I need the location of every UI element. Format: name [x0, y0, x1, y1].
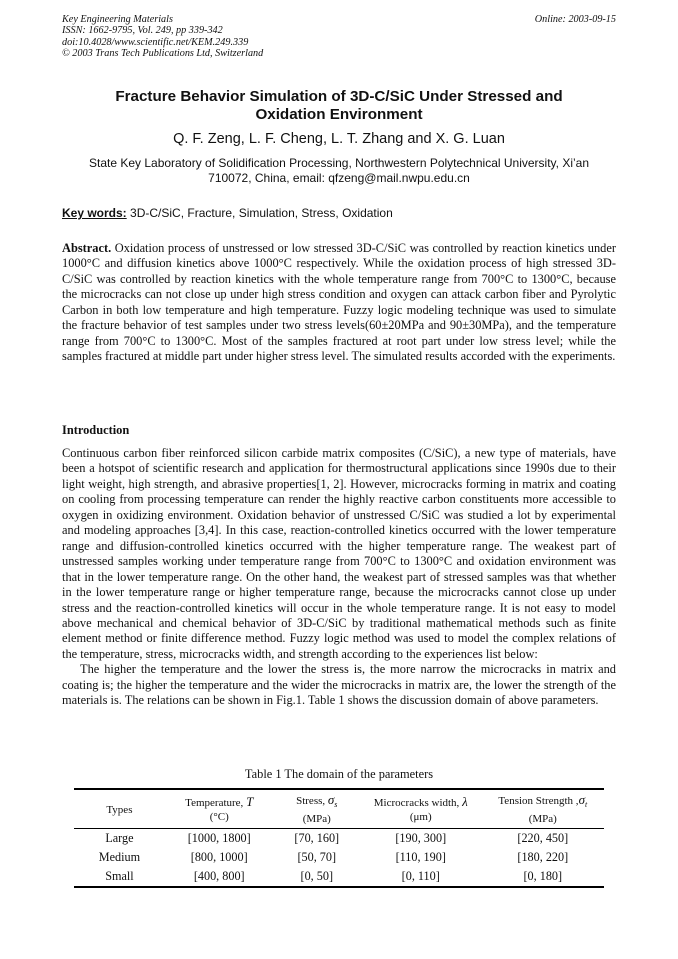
title-line-1: Fracture Behavior Simulation of 3D-C/SiC Under Stressed and [115, 88, 563, 105]
keywords-label: Key words: [62, 206, 127, 220]
abstract [62, 241, 616, 365]
cell-type: Large [105, 831, 134, 846]
abstract-text: Oxidation process of unstressed or low stressed 3D-C/SiC was controlled by reaction kinetics under 1000°C and diffusion kinetics above 1000°C respectively. While the oxidation process of high stressed 3D-C/SiC was controlled by reaction kinetics with the whole temperature range from 700°C to 1300°C, because the microcracks can not close up under high stress condition and oxygen can attack carbon fiber and Pyrolytic Carbon in both low temperature and high temperature. Fuzzy logic modeling technique was used to simulate the fracture behavior of test samples under two stress levels(60±20MPa and 90±30MPa), and the temperature range from 700°C to 1300°C. Most of the samples fractured at root part under low stress level; while the samples fractured at middle part under higher stress level. The simulated results accorded with the experiments. [62, 241, 616, 364]
parameter-domain-table [74, 788, 604, 888]
abstract-label: Abstract. [62, 241, 112, 255]
header-tension-strength: Tension Strength $,\sigma_t$ (MPa) [482, 789, 604, 829]
cell-type: Medium [98, 850, 141, 865]
introduction-paragraph-2: The higher the temperature and the lower the stress is, the more narrow the microcracks in matrix and coating is; the higher the temperature and the wider the microcracks in matrix are, the lower the strength of the materials is. The relations can be shown in Fig.1. Table 1 shows the discussion domain of above parameters. [62, 662, 616, 708]
header-types: Types [74, 789, 165, 829]
cell-temperature: [1000, 1800] [187, 831, 251, 846]
doi-line: doi:10.4028/www.scientific.net/KEM.249.339 [62, 36, 249, 48]
cell-microcracks: [110, 190] [395, 850, 446, 865]
paper-title [62, 88, 616, 124]
table-row [74, 829, 604, 849]
keywords [62, 206, 616, 220]
cell-stress: [0, 50] [274, 867, 360, 887]
copyright-line: © 2003 Trans Tech Publications Ltd, Switzerland [62, 48, 264, 60]
affiliation-line-1: State Key Laboratory of Solidification Processing, Northwestern Polytechnical University, Xi’an [88, 156, 589, 170]
online-date: Online: 2003-09-15 [534, 14, 616, 25]
header-temperature: Temperature, T (°C) [165, 789, 274, 829]
affiliation-line-2: 710072, China, email: qfzeng@mail.nwpu.edu.cn [208, 170, 470, 185]
keywords-text: 3D-C/SiC, Fracture, Simulation, Stress, Oxidation [130, 206, 393, 220]
cell-microcracks: [190, 300] [395, 831, 447, 846]
table-caption: Table 1 The domain of the parameters [244, 767, 434, 781]
affiliation [62, 156, 616, 185]
cell-type: Small [74, 867, 165, 887]
cell-tension: [220, 450] [517, 831, 569, 846]
journal-name: Key Engineering Materials [62, 14, 173, 25]
cell-microcracks: [0, 110] [360, 867, 482, 887]
title-line-2: Oxidation Environment [255, 106, 423, 123]
table-row [74, 848, 604, 867]
introduction-heading: Introduction [62, 423, 130, 437]
header-stress: Stress, $\sigma_s$ (MPa) [274, 789, 360, 829]
cell-temperature: [400, 800] [165, 867, 274, 887]
cell-tension: [180, 220] [517, 850, 569, 865]
header-microcracks-width: Microcracks width, λ (μm) [360, 789, 482, 829]
cell-tension: [0, 180] [482, 867, 604, 887]
introduction-body [62, 446, 616, 709]
table-header-row [74, 789, 604, 829]
author-list: Q. F. Zeng, L. F. Cheng, L. T. Zhang and X. G. Luan [173, 131, 505, 147]
table-row [74, 867, 604, 887]
cell-stress: [70, 160] [294, 831, 340, 846]
cell-stress: [50, 70] [297, 850, 337, 865]
cell-temperature: [800, 1000] [190, 850, 248, 865]
journal-header [62, 14, 263, 60]
issn-line: ISSN: 1662-9795, Vol. 249, pp 339-342 [62, 25, 223, 37]
introduction-paragraph-1: Continuous carbon fiber reinforced silicon carbide matrix composites (C/SiC), a new type of materials, have been a hotspot of scientific research and application for thermostructural applications since 1990s due to their light weight, high strength, and abrasive properties[1, 2]. However, microcracks forming in matrix and coating on cooling from processing temperature can render the highly reactive carbon constituents more accessible to oxygen in oxidizing environment. Oxidation behavior of unstressed C/SiC was studied a lot by experimental and modeling approaches [3,4]. In this case, reaction-controlled kinetics occurred with the lower temperature range and diffusion-controlled kinetics occurred with the higher temperature range. The weakest part of unstressed samples working under temperature range from 700°C to 1300°C and oxidation environment was that in the lower temperature range. On the other hand, the weakest part of stressed samples was that whether in the lower temperature range or higher temperature range, because the microcracks cannot close up under stress and the reaction-controlled kinetics will occur in the whole temperature range. It is not easy to model above mechanical and chemical behavior of 3D-C/SiC by traditional mathematical methods such as finite element method or finite difference method. Fuzzy logic method was used to model the complex relations of the temperature, stress, microcracks width, and strength according to the experiences list below: [62, 446, 616, 661]
